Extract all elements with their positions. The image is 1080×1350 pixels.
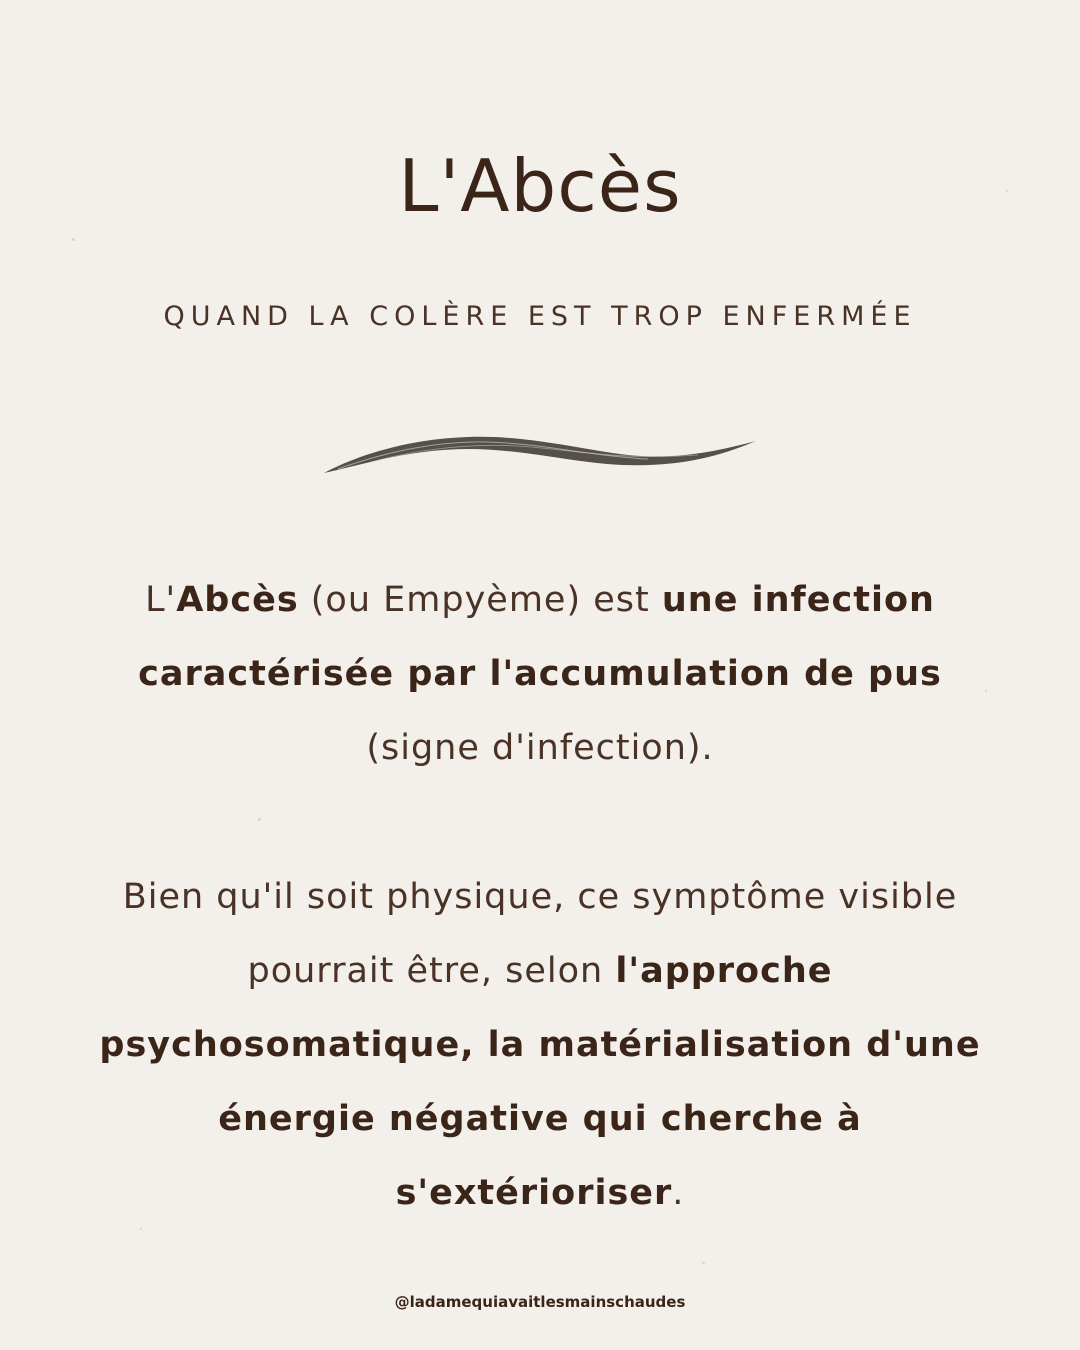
brush-stroke-icon	[318, 425, 762, 485]
paper-speck	[72, 238, 75, 241]
psychosomatic-text: Bien qu'il soit physique, ce symptôme visible pourrait être, selon	[122, 877, 958, 991]
psychosomatic-text: .	[672, 1173, 685, 1213]
paper-speck	[258, 818, 261, 821]
page-title: L'Abcès	[398, 144, 682, 228]
subtitle: QUAND LA COLÈRE EST TROP ENFERMÉE	[163, 301, 917, 332]
definition-paragraph	[80, 563, 1000, 785]
definition-text: (ou Empyème) est	[298, 580, 662, 620]
psychosomatic-highlight: l'approche psychosomatique, la matérialisation d'une énergie négative qui cherche à s'extérioriser	[99, 951, 981, 1213]
author-handle: @ladamequiavaitlesmainschaudes	[394, 1293, 686, 1311]
definition-term: Abcès	[176, 580, 299, 620]
paper-speck	[702, 1262, 705, 1264]
definition-text: L'	[145, 580, 177, 620]
definition-text: (signe d'infection).	[366, 728, 714, 768]
psychosomatic-paragraph	[80, 860, 1000, 1230]
definition-highlight: une infection caractérisée par l'accumulation de pus	[138, 580, 942, 694]
